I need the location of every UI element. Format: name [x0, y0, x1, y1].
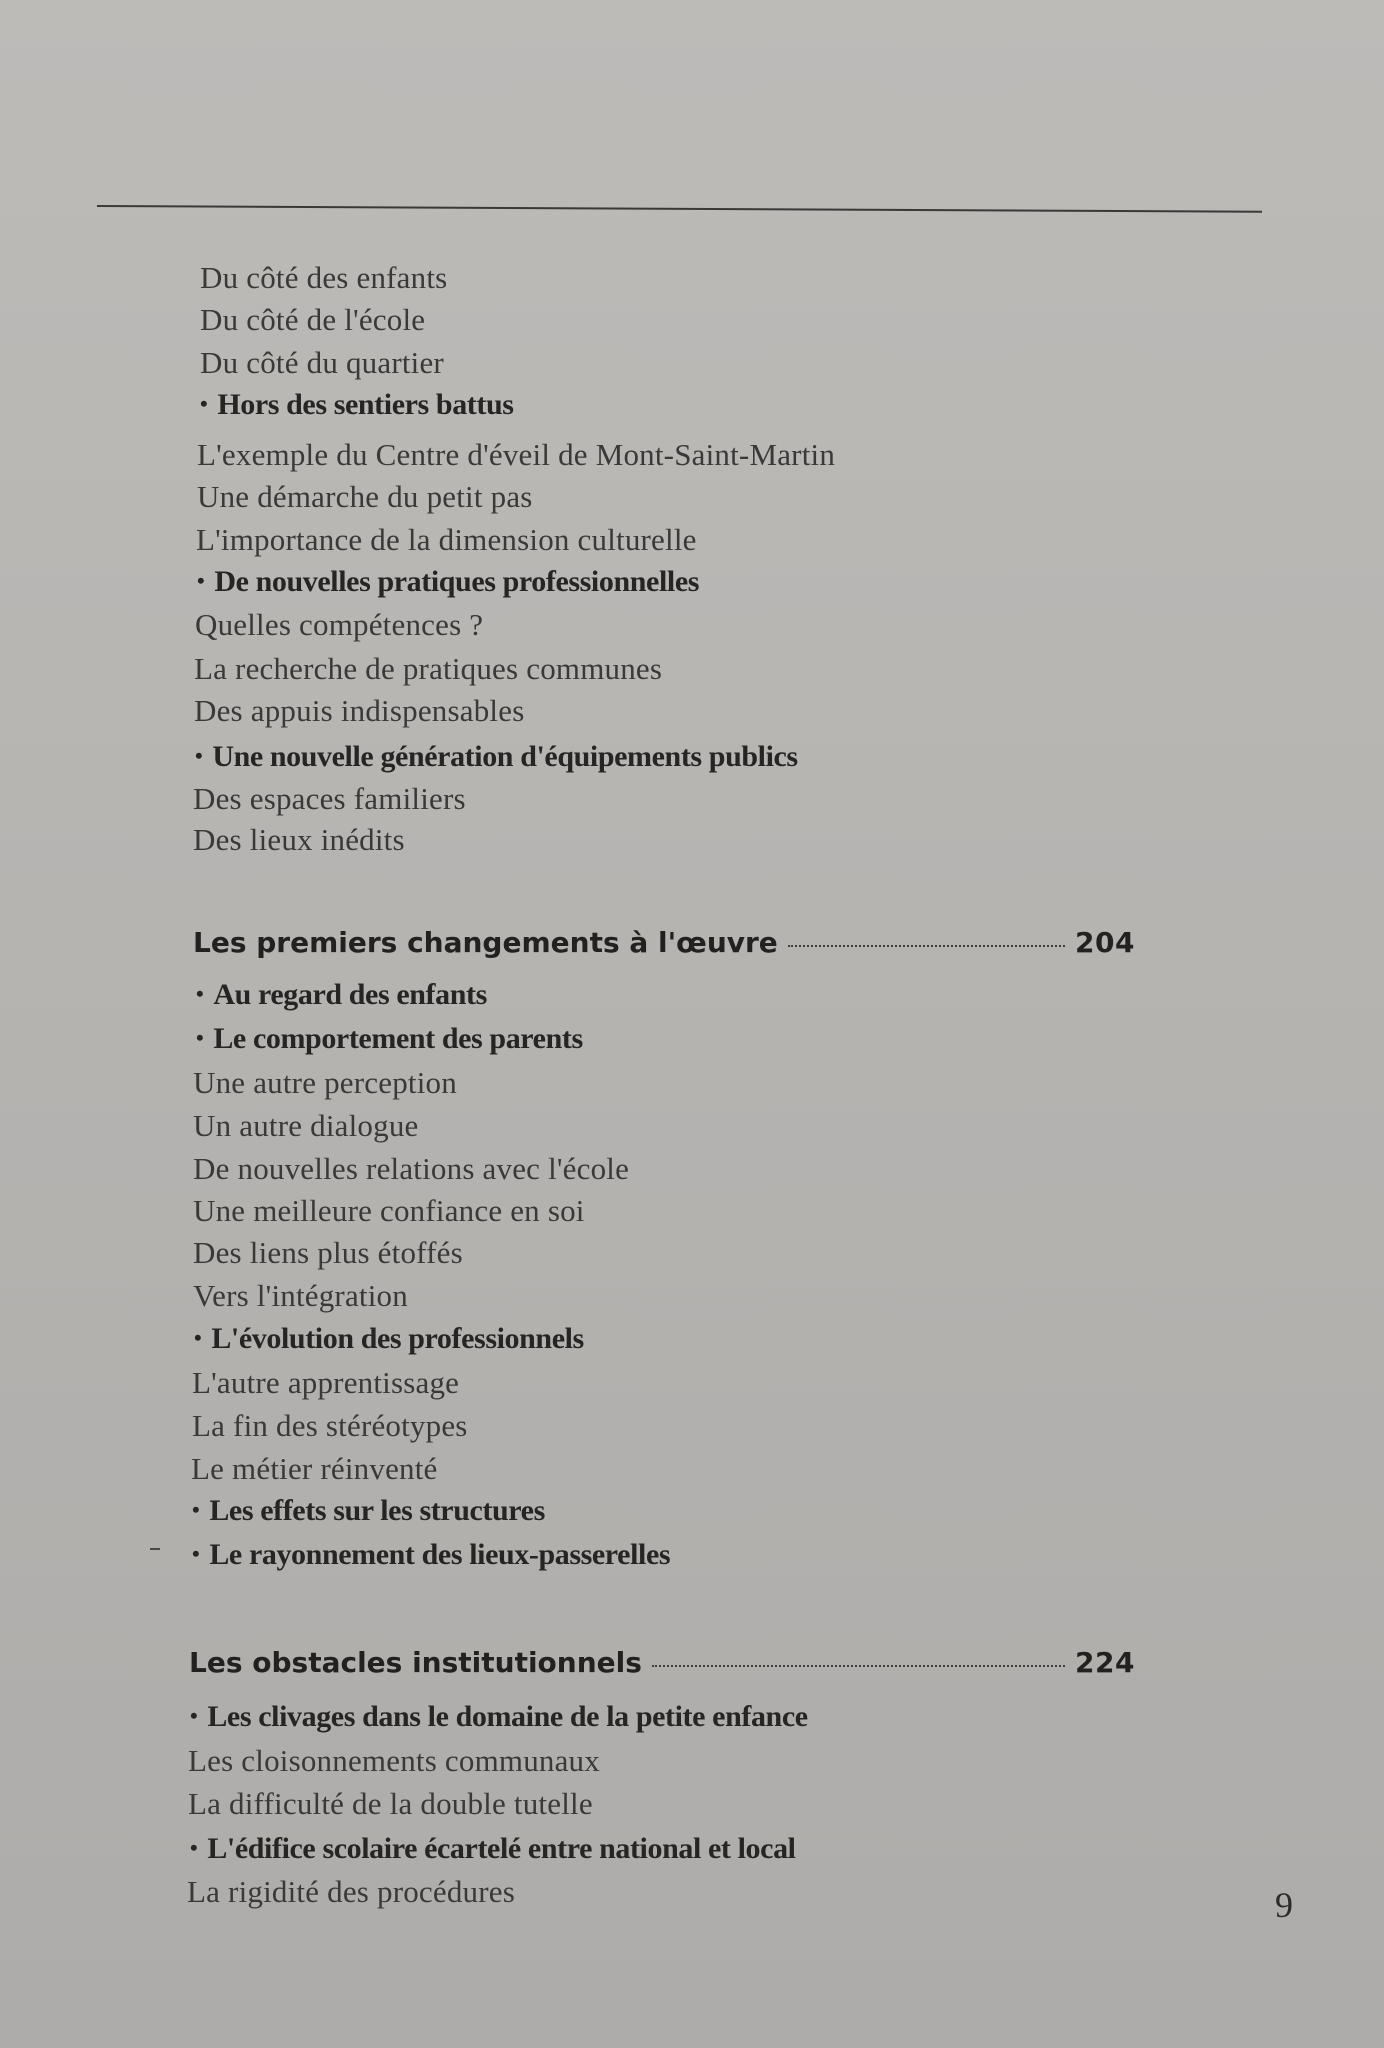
toc-subentry: Une meilleure confiance en soi	[193, 1193, 585, 1228]
bullet-icon: •	[190, 1835, 198, 1860]
page-number: 9	[1275, 1885, 1293, 1925]
toc-section-label: Les clivages dans le domaine de la petite enfance	[207, 1700, 808, 1733]
bullet-icon: •	[200, 391, 208, 416]
toc-section-entry	[190, 1700, 808, 1734]
bullet-icon: •	[192, 1497, 200, 1522]
toc-section-label: Les effets sur les structures	[209, 1494, 545, 1527]
toc-chapter-entry	[193, 926, 1135, 959]
bullet-icon: •	[192, 1541, 200, 1566]
toc-subentry: L'autre apprentissage	[192, 1365, 460, 1400]
toc-subentry: Vers l'intégration	[193, 1278, 408, 1313]
toc-subentry: Des liens plus étoffés	[193, 1235, 463, 1270]
toc-subentry: Une démarche du petit pas	[197, 479, 533, 514]
toc-subentry: Les cloisonnements communaux	[188, 1743, 600, 1778]
toc-subentry: Une autre perception	[193, 1065, 457, 1100]
toc-subentry: Quelles compétences ?	[195, 607, 484, 642]
toc-subentry: Du côté des enfants	[200, 260, 448, 295]
toc-subentry: La difficulté de la double tutelle	[188, 1786, 593, 1821]
toc-subentry: De nouvelles relations avec l'école	[193, 1151, 630, 1186]
toc-section-entry	[190, 1832, 796, 1866]
bullet-icon: •	[197, 568, 205, 593]
toc-section-label: L'évolution des professionnels	[211, 1322, 584, 1355]
toc-section-label: Le rayonnement des lieux-passerelles	[209, 1538, 671, 1571]
print-mark	[150, 1548, 160, 1550]
toc-section-entry	[200, 388, 514, 422]
dot-leader	[652, 1665, 1065, 1667]
toc-subentry: La rigidité des procédures	[187, 1874, 515, 1909]
toc-subentry: Le métier réinventé	[191, 1451, 438, 1486]
toc-section-entry	[192, 1538, 670, 1572]
bullet-icon: •	[195, 743, 203, 768]
toc-subentry: L'importance de la dimension culturelle	[196, 522, 697, 557]
toc-chapter-page: 204	[1075, 926, 1135, 959]
toc-section-label: Au regard des enfants	[213, 978, 487, 1011]
toc-section-label: Hors des sentiers battus	[217, 388, 514, 421]
toc-subentry: Des espaces familiers	[193, 781, 466, 816]
toc-section-entry	[196, 1022, 583, 1056]
toc-chapter-page: 224	[1075, 1646, 1135, 1679]
toc-subentry: Du côté de l'école	[200, 302, 426, 337]
toc-subentry: L'exemple du Centre d'éveil de Mont-Saint-Martin	[197, 437, 836, 472]
toc-subentry: Des lieux inédits	[193, 822, 405, 857]
toc-section-label: De nouvelles pratiques professionnelles	[214, 565, 700, 598]
toc-section-entry	[195, 740, 798, 774]
header-rule	[97, 205, 1262, 213]
bullet-icon: •	[194, 1325, 202, 1350]
toc-section-entry	[192, 1494, 545, 1528]
toc-subentry: La fin des stéréotypes	[192, 1408, 468, 1443]
toc-chapter-title: Les premiers changements à l'œuvre	[193, 926, 778, 959]
toc-chapter-entry	[189, 1646, 1135, 1679]
toc-section-label: Une nouvelle génération d'équipements publics	[212, 740, 798, 773]
bullet-icon: •	[196, 981, 204, 1006]
bullet-icon: •	[196, 1025, 204, 1050]
toc-section-label: Le comportement des parents	[213, 1022, 583, 1055]
toc-subentry: Un autre dialogue	[193, 1108, 419, 1143]
dot-leader	[788, 945, 1065, 947]
toc-subentry: Des appuis indispensables	[194, 693, 525, 728]
toc-subentry: Du côté du quartier	[200, 345, 444, 380]
bullet-icon: •	[190, 1703, 198, 1728]
toc-chapter-title: Les obstacles institutionnels	[189, 1646, 642, 1679]
toc-section-entry	[196, 978, 487, 1012]
toc-section-entry	[197, 565, 699, 599]
toc-section-entry	[194, 1322, 584, 1356]
toc-subentry: La recherche de pratiques communes	[194, 651, 663, 686]
toc-section-label: L'édifice scolaire écartelé entre national et local	[207, 1832, 796, 1865]
